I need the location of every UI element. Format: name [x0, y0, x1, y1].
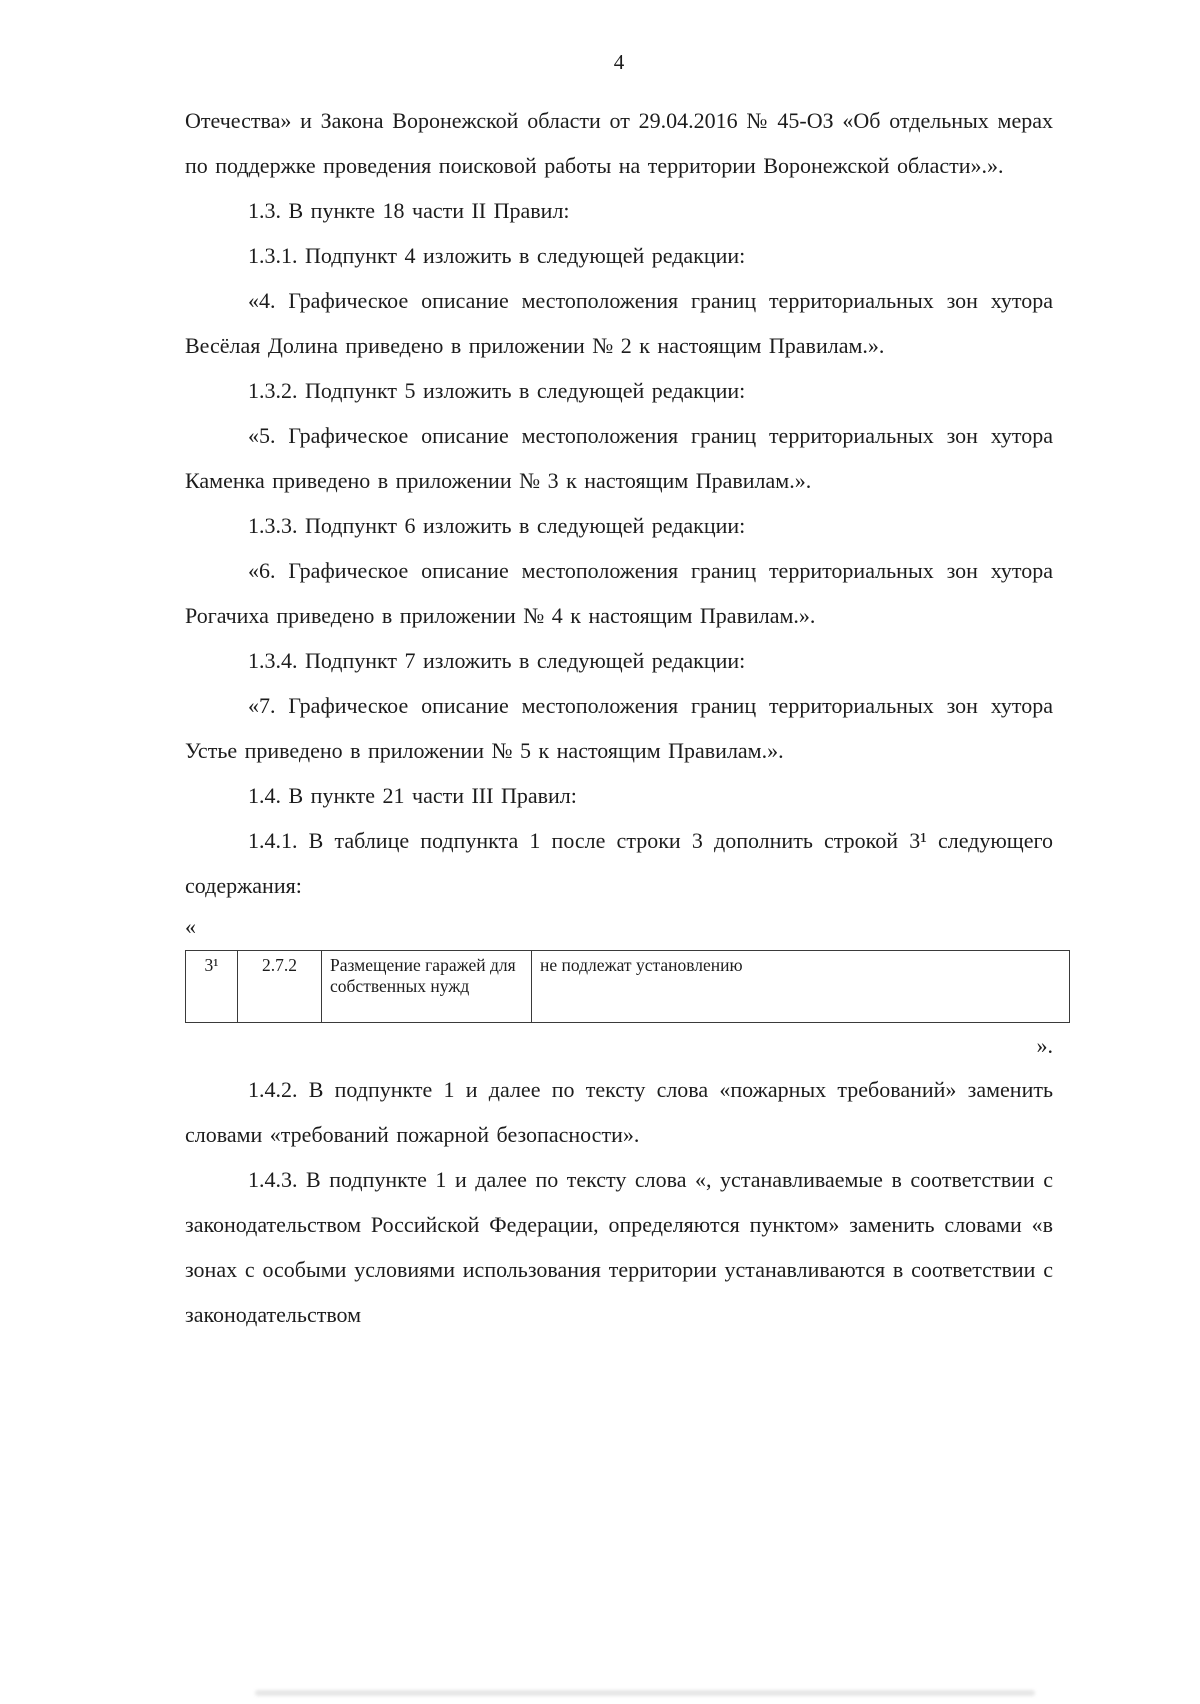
- paragraph-1-4-2: 1.4.2. В подпункте 1 и далее по тексту слова «пожарных требований» заменить словами «требований пожарной безопасности».: [185, 1077, 1053, 1147]
- amendment-table: [185, 950, 1070, 1023]
- paragraph-1-3: 1.3. В пункте 18 части II Правил:: [248, 198, 570, 223]
- table-cell-use-name: Размещение гаражей для собственных нужд: [322, 951, 532, 1023]
- paragraph-quote-7: «7. Графическое описание местоположения границ территориальных зон хутора Устье приведено в приложении № 5 к настоящим Правилам.».: [185, 693, 1053, 763]
- table-opening-quote: «: [185, 914, 196, 939]
- table-cell-row-number: 3¹: [186, 951, 238, 1023]
- paragraph-1-4-1: 1.4.1. В таблице подпункта 1 после строки 3 дополнить строкой 3¹ следующего содержания:: [185, 828, 1053, 898]
- paragraph-continuation: Отечества» и Закона Воронежской области от 29.04.2016 № 45-ОЗ «Об отдельных мерах по поддержке проведения поисковой работы на территории Воронежской области».».: [185, 108, 1053, 178]
- paragraph-1-4-3: 1.4.3. В подпункте 1 и далее по тексту слова «, устанавливаемые в соответствии с законодательством Российской Федерации, определяются пунктом» заменить словами «в зонах с особыми условиями использования территории устанавливаются в соответствии с законодательством: [185, 1167, 1053, 1327]
- scan-artifact: [255, 1690, 1035, 1696]
- table-cell-code: 2.7.2: [238, 951, 322, 1023]
- paragraph-quote-5: «5. Графическое описание местоположения границ территориальных зон хутора Каменка приведено в приложении № 3 к настоящим Правилам.».: [185, 423, 1053, 493]
- page-number: 4: [613, 50, 625, 74]
- table-closing-quote: ».: [1036, 1033, 1053, 1058]
- paragraph-1-3-3: 1.3.3. Подпункт 6 изложить в следующей редакции:: [248, 513, 746, 538]
- paragraph-quote-4: «4. Графическое описание местоположения границ территориальных зон хутора Весёлая Долина приведено в приложении № 2 к настоящим Правилам.».: [185, 288, 1053, 358]
- paragraph-quote-6: «6. Графическое описание местоположения границ территориальных зон хутора Рогачиха приведено в приложении № 4 к настоящим Правилам.».: [185, 558, 1053, 628]
- paragraph-1-4: 1.4. В пункте 21 части III Правил:: [248, 783, 577, 808]
- table-cell-value: не подлежат установлению: [532, 951, 1070, 1023]
- table-row: [186, 951, 1070, 1023]
- paragraph-1-3-4: 1.3.4. Подпункт 7 изложить в следующей редакции:: [248, 648, 746, 673]
- paragraph-1-3-1: 1.3.1. Подпункт 4 изложить в следующей редакции:: [248, 243, 746, 268]
- paragraph-1-3-2: 1.3.2. Подпункт 5 изложить в следующей редакции:: [248, 378, 746, 403]
